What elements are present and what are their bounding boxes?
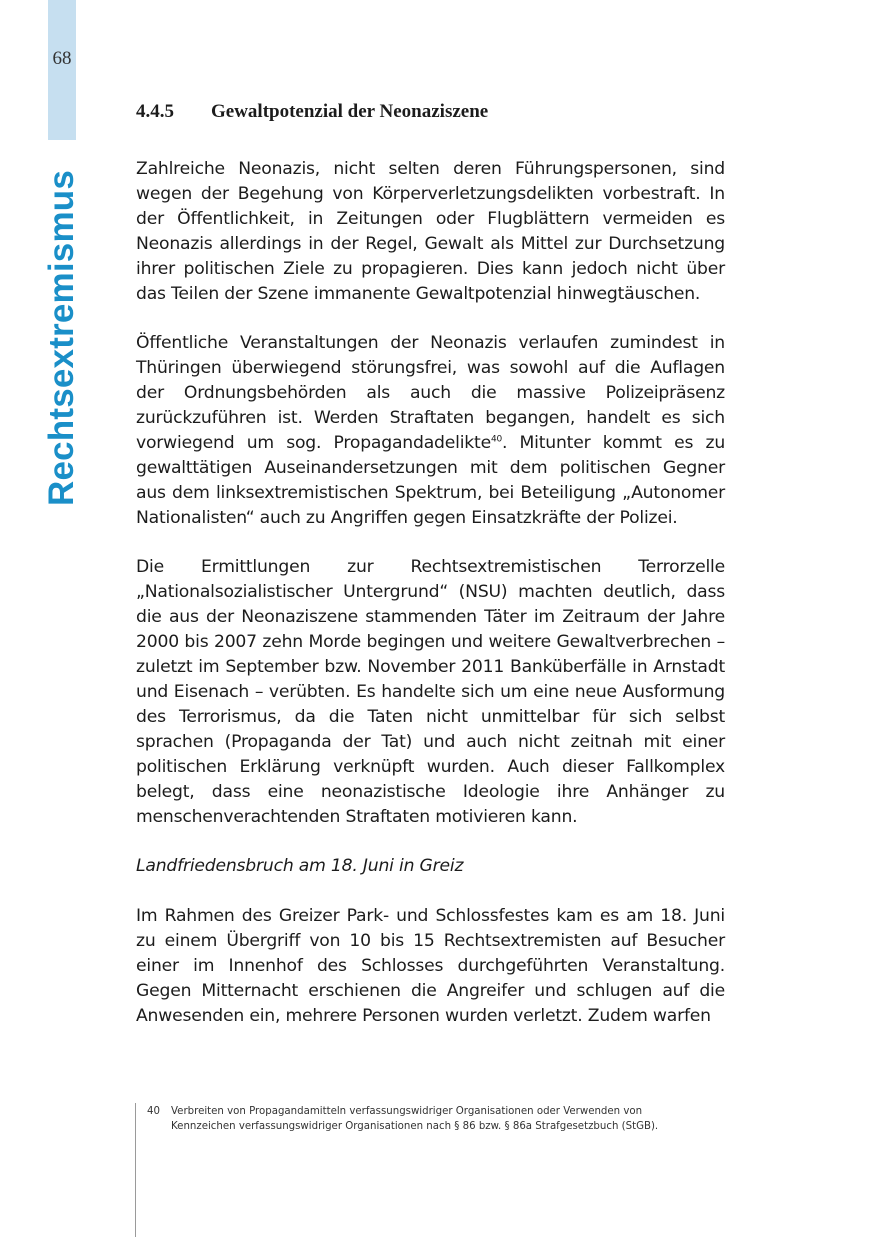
footnote-line-2: Kennzeichen verfassungswidriger Organisationen nach § 86 bzw. § 86a Strafgesetzbuch (StGB). <box>171 1121 659 1132</box>
paragraph-2-text-a: Öffentliche Veranstaltungen der Neonazis verlaufen zumindest in Thüringen überwiegend störungsfrei, was sowohl auf die Auflagen der Ordnungsbehörden als auch die massive Polizeipräsenz zurückzuführen ist. Werden Straftaten begangen, handelt es sich vorwiegend um sog. Propagandadelikte <box>136 333 725 453</box>
footnote <box>147 1104 725 1134</box>
paragraph-2 <box>136 331 725 530</box>
footnote-text-1: Verbreiten von Propagandamitteln verfassungswidriger Organisationen oder Verwenden von <box>171 1106 643 1117</box>
footnote-line-1 <box>147 1104 725 1119</box>
page-number: 68 <box>52 48 72 69</box>
section-heading <box>136 98 725 126</box>
paragraph-3: Die Ermittlungen zur Rechtsextremistischen Terrorzelle „Nationalsozialistischer Untergrund“ (NSU) machten deutlich, dass die aus der Neonaziszene stammenden Täter im Zeitraum der Jahre 2000 bis 2007 zehn Morde begingen und weitere Gewaltverbrechen – zuletzt im September bzw. November 2011 Banküberfälle in Arnstadt und Eisenach – verübten. Es handelte sich um eine neue Ausformung des Terrorismus, da die Taten nicht unmittelbar für sich selbst sprachen (Propaganda der Tat) und auch nicht zeitnah mit einer politischen Erklärung verknüpft wurden. Auch dieser Fallkomplex belegt, dass eine neonazistische Ideologie ihre Anhänger zu menschenverachtenden Straftaten motivieren kann. <box>136 557 725 827</box>
paragraph-2-text-b: . Mitunter kommt es zu gewalttätigen Auseinandersetzungen mit dem politischen Gegner aus dem linksextremistischen Spektrum, bei Beteiligung „Autonomer Nationalisten“ auch zu Angriffen gegen Einsatzkräfte der Polizei. <box>136 432 726 528</box>
section-title: Gewaltpotenzial der Neonaziszene <box>211 101 489 122</box>
section-number: 4.4.5 <box>136 101 174 122</box>
subheading: Landfriedensbruch am 18. Juni in Greiz <box>136 856 464 877</box>
footnote-divider <box>135 1103 136 1237</box>
footnote-reference[interactable]: 40 <box>490 434 503 445</box>
main-content <box>136 98 725 1054</box>
paragraph-4: Im Rahmen des Greizer Park- und Schlossfestes kam es am 18. Juni zu einem Übergriff von 10 bis 15 Rechtsextremisten auf Besucher einer im Innenhof des Schlosses durchgeführten Veranstaltung. Gegen Mitternacht erschienen die Angreifer und schlugen auf die Anwesenden ein, mehrere Personen wurden verletzt. Zudem warfen <box>136 906 725 1026</box>
side-color-band <box>48 0 76 140</box>
paragraph-1: Zahlreiche Neonazis, nicht selten deren Führungspersonen, sind wegen der Begehung von Körperverletzungsdelikten vorbestraft. In der Öffentlichkeit, in Zeitungen oder Flugblättern vermeiden es Neonazis allerdings in der Regel, Gewalt als Mittel zur Durchsetzung ihrer politischen Ziele zu propagieren. Dies kann jedoch nicht über das Teilen der Szene immanente Gewaltpotenzial hinwegtäuschen. <box>136 159 725 304</box>
side-chapter-title: Rechtsextremismus <box>42 169 81 507</box>
footnote-number: 40 <box>147 1106 160 1117</box>
